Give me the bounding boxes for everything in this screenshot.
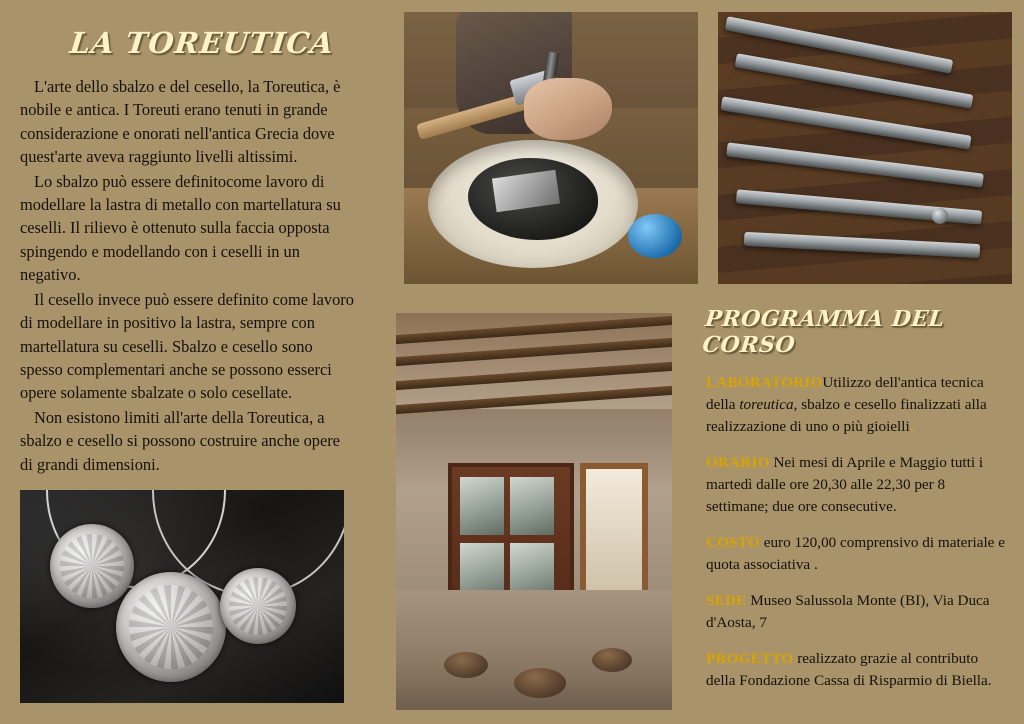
programma-text: euro 120,00 comprensivo di materiale e quota associativa .	[706, 534, 1005, 574]
programma-block-orario	[706, 452, 1008, 518]
photo-chisel-set	[718, 12, 1012, 284]
chisel-ball-tip	[932, 208, 948, 224]
paragraph: L'arte dello sbalzo e del cesello, la Toreutica, è nobile e antica. I Toreuti erano tenuti in grande considerazione e onorati nell'antica Grecia dove quest'arte aveva raggiunto livelli altissimi.	[20, 77, 341, 166]
medallion-center	[116, 572, 226, 682]
artisan-hand	[524, 78, 612, 140]
programma-title: PROGRAMMA DEL CORSO	[701, 306, 947, 358]
clay-pot-2	[514, 668, 566, 698]
paragraph: Lo sbalzo può essere definitocome lavoro di modellare la lastra di metallo con martellatura su ceselli. Il rilievo è ottenuto sulla faccia opposta spingendo e modellando con i ceselli in un negativo.	[20, 171, 341, 284]
programma-text: realizzato grazie al contributo della Fondazione Cassa di Risparmio di Biella.	[706, 650, 992, 690]
programma-text: Museo Salussola Monte (BI), Via Duca d'Aosta, 7	[706, 592, 990, 632]
programma-label: SEDE	[706, 592, 747, 610]
cabinet-pane-1	[460, 477, 504, 535]
intro-text-block	[20, 75, 354, 478]
programma-block-costo	[706, 532, 1008, 576]
left-column	[0, 0, 372, 724]
programma-block-sede	[706, 590, 1008, 634]
programma-accent: .	[909, 418, 914, 436]
pitch-bowl	[428, 140, 638, 268]
window	[580, 463, 648, 607]
programma-text: Nei mesi di Aprile e Maggio tutti i martedì dalle ore 20,30 alle 22,30 per 8 settimane; due ore consecutive.	[706, 454, 984, 516]
page-title: LA TOREUTICA	[68, 26, 336, 60]
cabinet-pane-2	[510, 477, 554, 535]
photo-artisan-hammering	[404, 12, 698, 284]
programma-text: Utilizzo dell'antica tecnica della	[706, 374, 984, 414]
medallion-right	[220, 568, 296, 644]
programma-label: PROGETTO	[706, 650, 794, 668]
paragraph: Non esistono limiti all'arte della Toreutica, a sbalzo e cesello si possono costruire anche opere di grandi dimensioni.	[20, 408, 340, 474]
necklace-photo	[20, 490, 344, 703]
paragraph: Il cesello invece può essere definito come lavoro di modellare in positivo la lastra, sempre con martellatura su ceselli. Sbalzo e cesello sono spesso complementari anche se possono esserci opere solamente sbalzate o solo cesellate.	[20, 289, 354, 403]
programma-label: LABORATORIO	[706, 374, 823, 391]
floor	[396, 590, 672, 710]
clay-pot-1	[444, 652, 488, 678]
photo-workshop-room	[396, 313, 672, 710]
programma-block-progetto	[706, 648, 1008, 692]
programma-block-laboratorio	[706, 372, 1008, 438]
clay-pot-3	[592, 648, 632, 672]
blue-object	[628, 214, 682, 258]
programma-label: COSTO	[706, 534, 760, 552]
programma-text-cont: , sbalzo e cesello finalizzati alla realizzazione di uno o più gioielli	[706, 396, 987, 436]
programma-text-italic: toreutica	[739, 396, 794, 414]
programma-label: ORARIO	[706, 454, 770, 472]
medallion-left	[50, 524, 134, 608]
programma-section	[700, 306, 1014, 706]
